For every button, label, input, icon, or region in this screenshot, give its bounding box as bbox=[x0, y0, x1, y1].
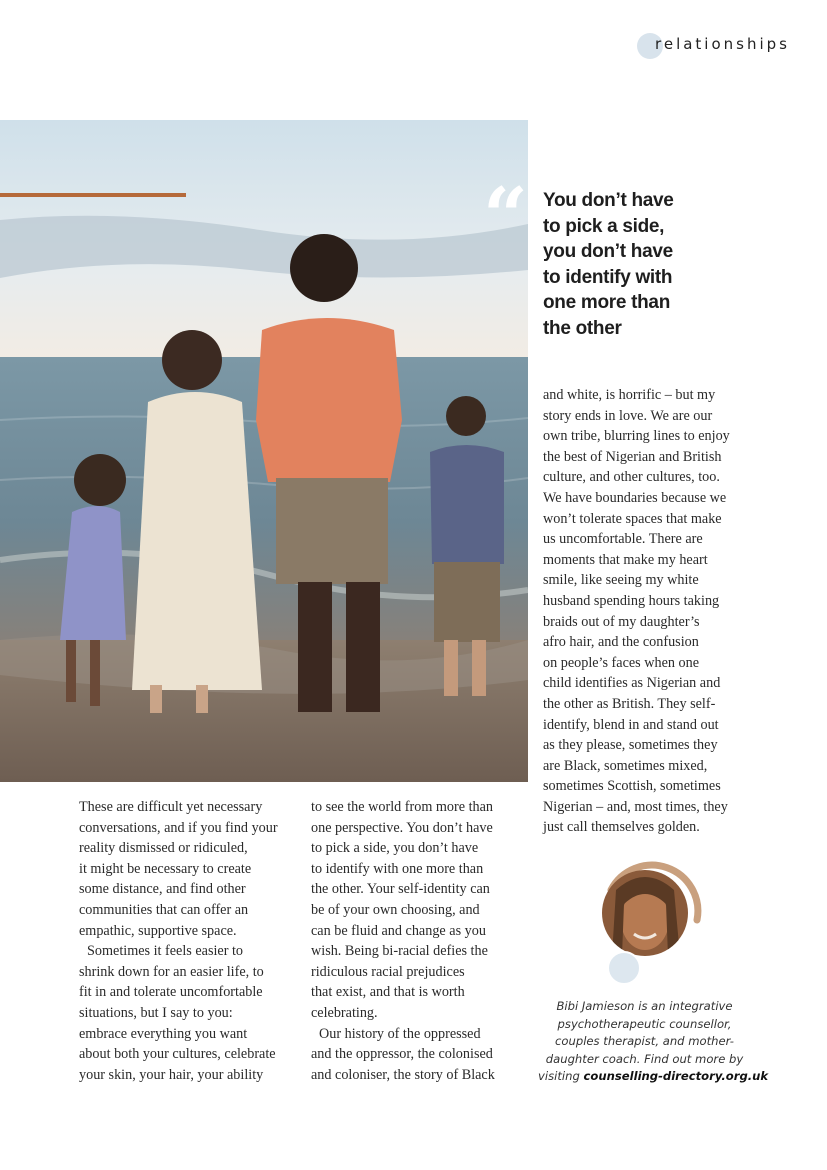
body-line: to identify with one more than bbox=[311, 860, 484, 877]
body-line: We have boundaries because we bbox=[543, 489, 727, 506]
body-line: celebrating. bbox=[311, 1004, 378, 1021]
author-avatar bbox=[602, 870, 688, 956]
body-line: Our history of the oppressed bbox=[319, 1025, 481, 1042]
body-line: empathic, supportive space. bbox=[79, 922, 237, 939]
body-line: Sometimes it feels easier to bbox=[87, 943, 244, 960]
section-label: relationships bbox=[655, 35, 790, 53]
body-line: These are difficult yet necessary bbox=[79, 799, 263, 815]
pull-quote bbox=[543, 188, 693, 341]
body-line: be of your own choosing, and bbox=[311, 901, 480, 918]
body-line: and coloniser, the story of Black bbox=[311, 1066, 495, 1083]
quote-mark-icon: “ bbox=[483, 171, 528, 262]
body-line: afro hair, and the confusion bbox=[543, 634, 699, 651]
body-line: embrace everything you want bbox=[79, 1025, 248, 1042]
body-column-middle bbox=[311, 797, 516, 1085]
bio-line: Bibi Jamieson is an integrative bbox=[556, 999, 733, 1013]
body-line: communities that can offer an bbox=[79, 901, 249, 918]
body-line: on people’s faces when one bbox=[543, 654, 700, 671]
body-line: identify, blend in and stand out bbox=[543, 716, 719, 733]
body-line: and white, is horrific – but my bbox=[543, 387, 716, 403]
body-line: braids out of my daughter’s bbox=[543, 613, 700, 630]
pull-quote-line: you don’t have bbox=[543, 241, 673, 262]
pull-quote-line: You don’t have bbox=[543, 190, 674, 211]
body-line: fit in and tolerate uncomfortable bbox=[79, 984, 263, 1001]
pull-quote-line: to pick a side, bbox=[543, 215, 665, 237]
body-line: own tribe, blurring lines to enjoy bbox=[543, 428, 730, 445]
pull-quote-line: one more than bbox=[543, 292, 671, 313]
body-line: smile, like seeing my white bbox=[543, 572, 699, 589]
body-line: to see the world from more than bbox=[311, 799, 494, 815]
body-column-left bbox=[79, 797, 297, 1085]
body-line: conversations, and if you find your bbox=[79, 819, 278, 836]
body-line: Nigerian – and, most times, they bbox=[543, 798, 728, 815]
body-line: moments that make my heart bbox=[543, 551, 708, 568]
body-line: sometimes Scottish, sometimes bbox=[543, 778, 721, 795]
body-line: husband spending hours taking bbox=[543, 592, 720, 609]
body-line: the best of Nigerian and British bbox=[543, 448, 722, 465]
bio-prefix: visiting bbox=[538, 1069, 584, 1083]
body-line: just call themselves golden. bbox=[543, 819, 700, 836]
body-line: some distance, and find other bbox=[79, 881, 246, 898]
body-line: it might be necessary to create bbox=[79, 860, 252, 877]
body-line: child identifies as Nigerian and bbox=[543, 675, 721, 692]
body-line: and the oppressor, the colonised bbox=[311, 1046, 493, 1063]
body-line: wish. Being bi-racial defies the bbox=[311, 943, 488, 960]
body-line: ridiculous racial prejudices bbox=[311, 963, 465, 980]
bio-line-last bbox=[538, 1068, 769, 1086]
body-line: about both your cultures, celebrate bbox=[79, 1046, 276, 1063]
bio-line: couples therapist, and mother- bbox=[555, 1034, 734, 1048]
body-line: are Black, sometimes mixed, bbox=[543, 757, 708, 774]
body-line: that exist, and that is worth bbox=[311, 984, 465, 1001]
body-line: as they please, sometimes they bbox=[543, 737, 718, 754]
body-line: culture, and other cultures, too. bbox=[543, 469, 720, 486]
body-line: situations, but I say to you: bbox=[79, 1004, 233, 1021]
pull-quote-line: to identify with bbox=[543, 266, 673, 288]
body-line: story ends in love. We are our bbox=[543, 407, 713, 424]
body-line: your skin, your hair, your ability bbox=[79, 1066, 264, 1083]
accent-bar bbox=[0, 193, 186, 197]
body-column-right bbox=[543, 385, 758, 838]
body-line: can be fluid and change as you bbox=[311, 922, 486, 939]
body-line: us uncomfortable. There are bbox=[543, 531, 703, 548]
bio-line: psychotherapeutic counsellor, bbox=[557, 1016, 732, 1031]
body-line: reality dismissed or ridiculed, bbox=[79, 840, 248, 857]
bio-link[interactable]: counselling-directory.org.uk bbox=[583, 1069, 769, 1083]
family-beach-photo bbox=[0, 120, 528, 782]
author-bio bbox=[538, 998, 769, 1086]
body-line: the other. Your self-identity can bbox=[311, 881, 490, 898]
avatar-dot bbox=[607, 951, 641, 985]
pull-quote-line: the other bbox=[543, 317, 622, 339]
bio-line: daughter coach. Find out more by bbox=[545, 1051, 744, 1066]
body-line: to pick a side, you don’t have bbox=[311, 840, 479, 857]
body-line: shrink down for an easier life, to bbox=[79, 963, 264, 980]
body-line: won’t tolerate spaces that make bbox=[543, 510, 722, 527]
body-line: one perspective. You don’t have bbox=[311, 819, 493, 836]
body-line: the other as British. They self- bbox=[543, 695, 716, 712]
